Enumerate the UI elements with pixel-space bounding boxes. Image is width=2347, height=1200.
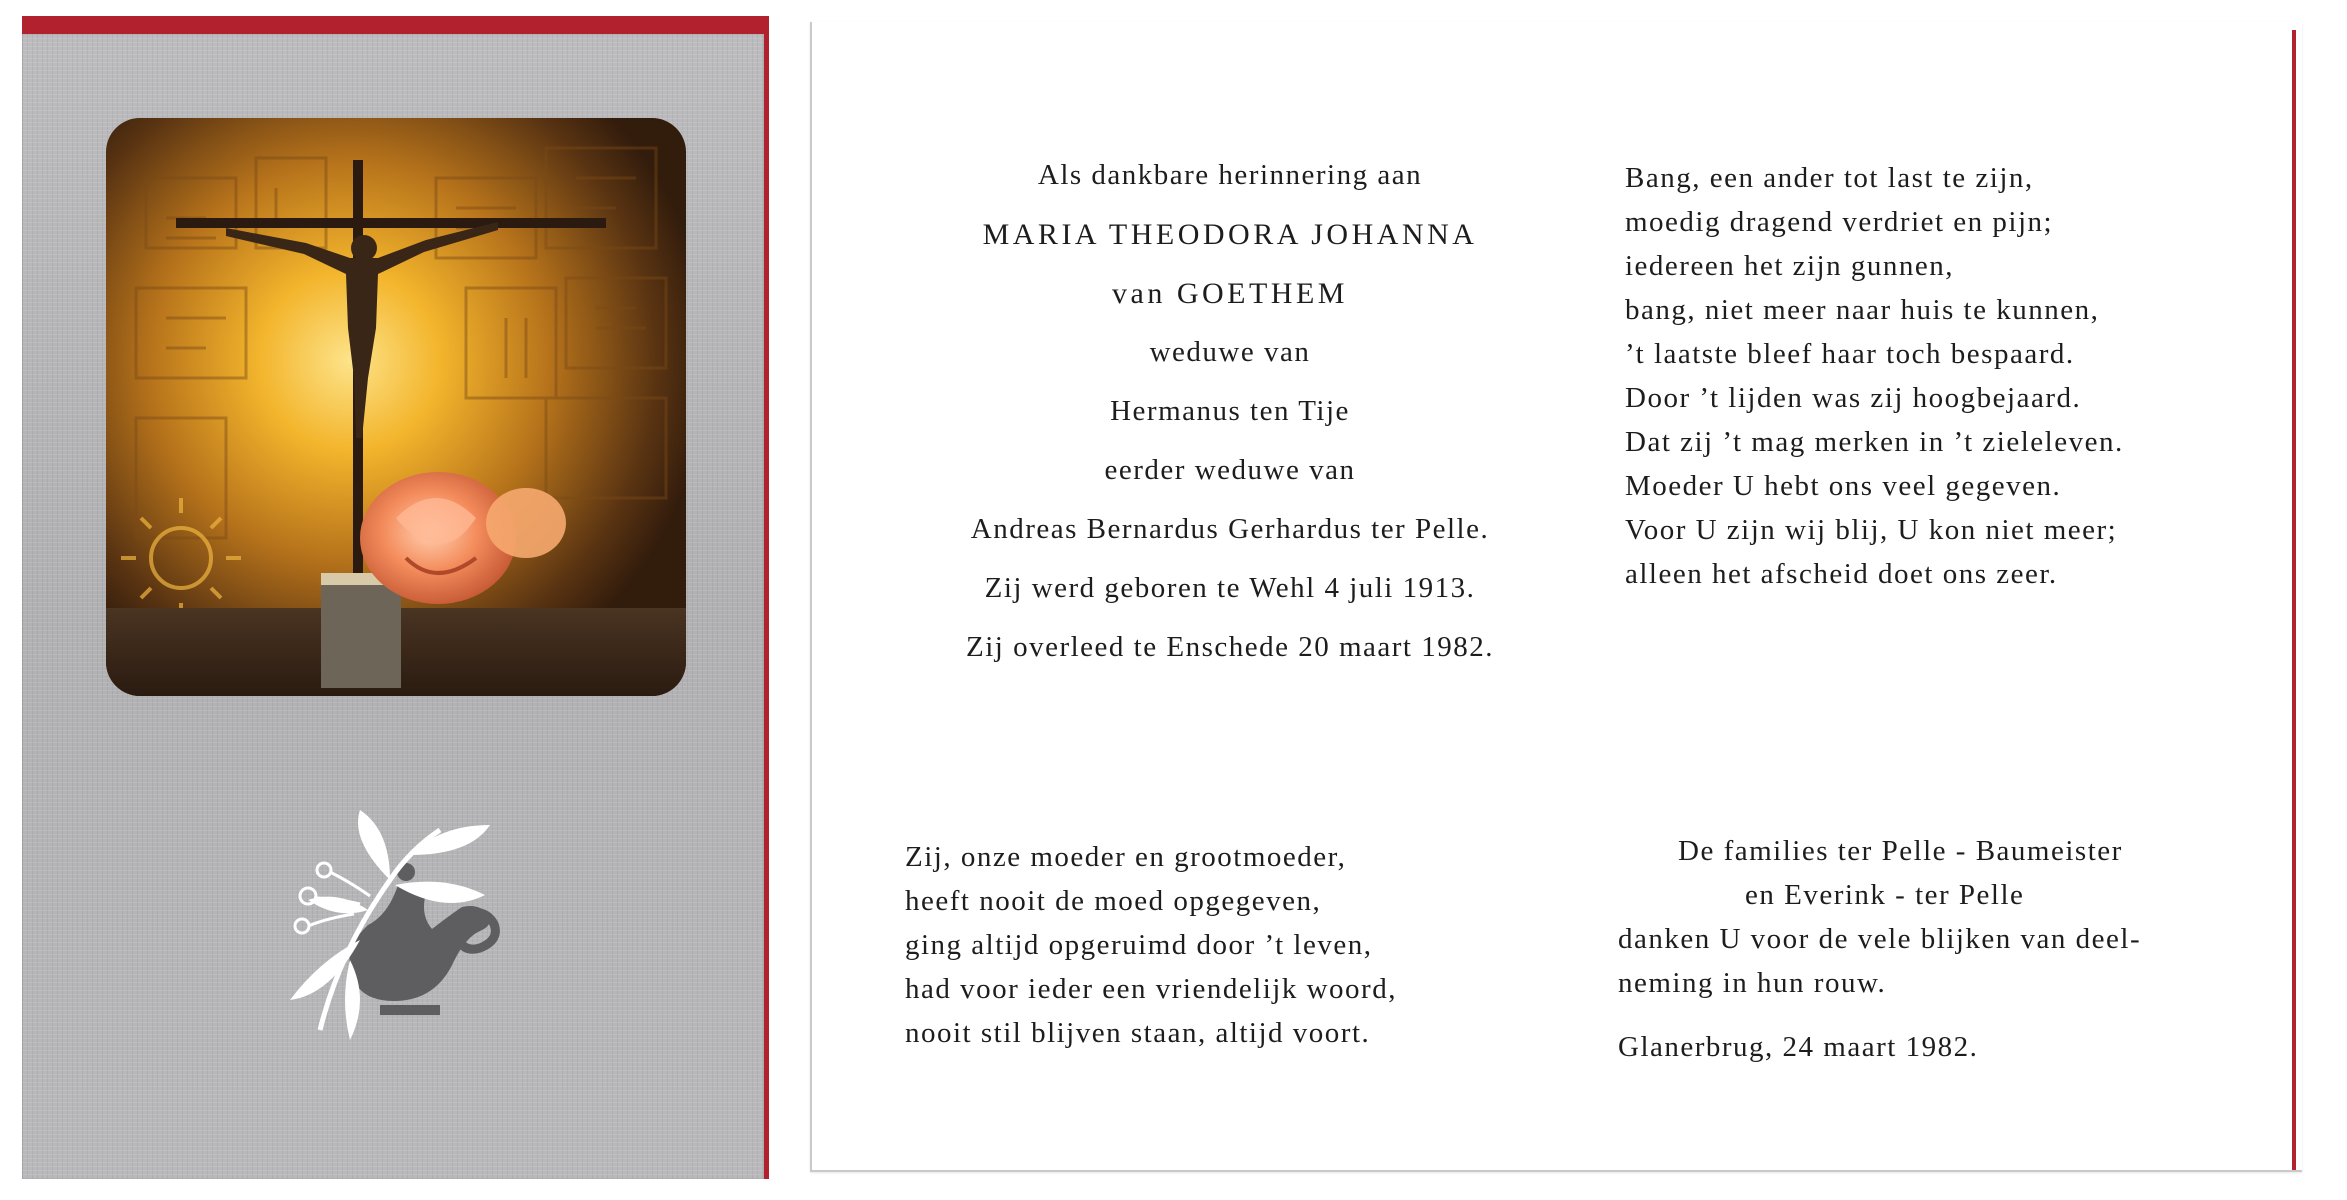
families-line: De families ter Pelle - Baumeister	[1678, 835, 2123, 867]
crucifix-with-rose-icon	[106, 118, 686, 696]
earlier-widow-label: eerder weduwe van	[1104, 454, 1356, 486]
first-spouse-name: Andreas Bernardus Gerhardus ter Pelle.	[970, 513, 1490, 545]
poem-top	[1625, 156, 2265, 596]
poem-line: Bang, een ander tot last te zijn,	[1625, 162, 2034, 194]
memorial-announcement	[880, 146, 1580, 677]
families-line: en Everink - ter Pelle	[1745, 879, 2025, 911]
poem-line: ’t laatste bleef haar toch bespaard.	[1625, 338, 2075, 370]
poem-line: had voor ieder een vriendelijk woord,	[905, 973, 1397, 1005]
family-thanks	[1618, 829, 2298, 1069]
poem-line: Zij, onze moeder en grootmoeder,	[905, 841, 1347, 873]
death-line: Zij overleed te Enschede 20 maart 1982.	[966, 631, 1494, 663]
poem-line: Dat zij ’t mag merken in ’t zieleleven.	[1625, 426, 2124, 458]
poem-line: Moeder U hebt ons veel gegeven.	[1625, 470, 2062, 502]
thanks-line: neming in hun rouw.	[1618, 967, 1887, 999]
widow-of-label: weduwe van	[1149, 336, 1311, 368]
poem-line: Door ’t lijden was zij hoogbejaard.	[1625, 382, 2082, 414]
deceased-given-names: MARIA THEODORA JOHANNA	[982, 218, 1478, 251]
poem-line: alleen het afscheid doet ons zeer.	[1625, 558, 2058, 590]
oil-lamp-with-branch-icon	[280, 800, 520, 1050]
thanks-line: danken U voor de vele blijken van deel-	[1618, 923, 2142, 955]
poem-line: Voor U zijn wij blij, U kon niet meer;	[1625, 514, 2118, 546]
poem-bottom	[905, 835, 1545, 1055]
poem-line: bang, niet meer naar huis te kunnen,	[1625, 294, 2100, 326]
poem-line: iedereen het zijn gunnen,	[1625, 250, 1954, 282]
place-date: Glanerbrug, 24 maart 1982.	[1618, 1031, 1979, 1063]
spouse-name: Hermanus ten Tije	[1110, 395, 1350, 427]
spacer	[1618, 1005, 2298, 1025]
poem-line: moedig dragend verdriet en pijn;	[1625, 206, 2054, 238]
poem-line: ging altijd opgeruimd door ’t leven,	[905, 929, 1373, 961]
dedication-line: Als dankbare herinnering aan	[1037, 159, 1423, 191]
deceased-surname: van GOETHEM	[1112, 277, 1348, 310]
birth-line: Zij werd geboren te Wehl 4 juli 1913.	[984, 572, 1476, 604]
poem-line: nooit stil blijven staan, altijd voort.	[905, 1017, 1371, 1049]
poem-line: heeft nooit de moed opgegeven,	[905, 885, 1322, 917]
